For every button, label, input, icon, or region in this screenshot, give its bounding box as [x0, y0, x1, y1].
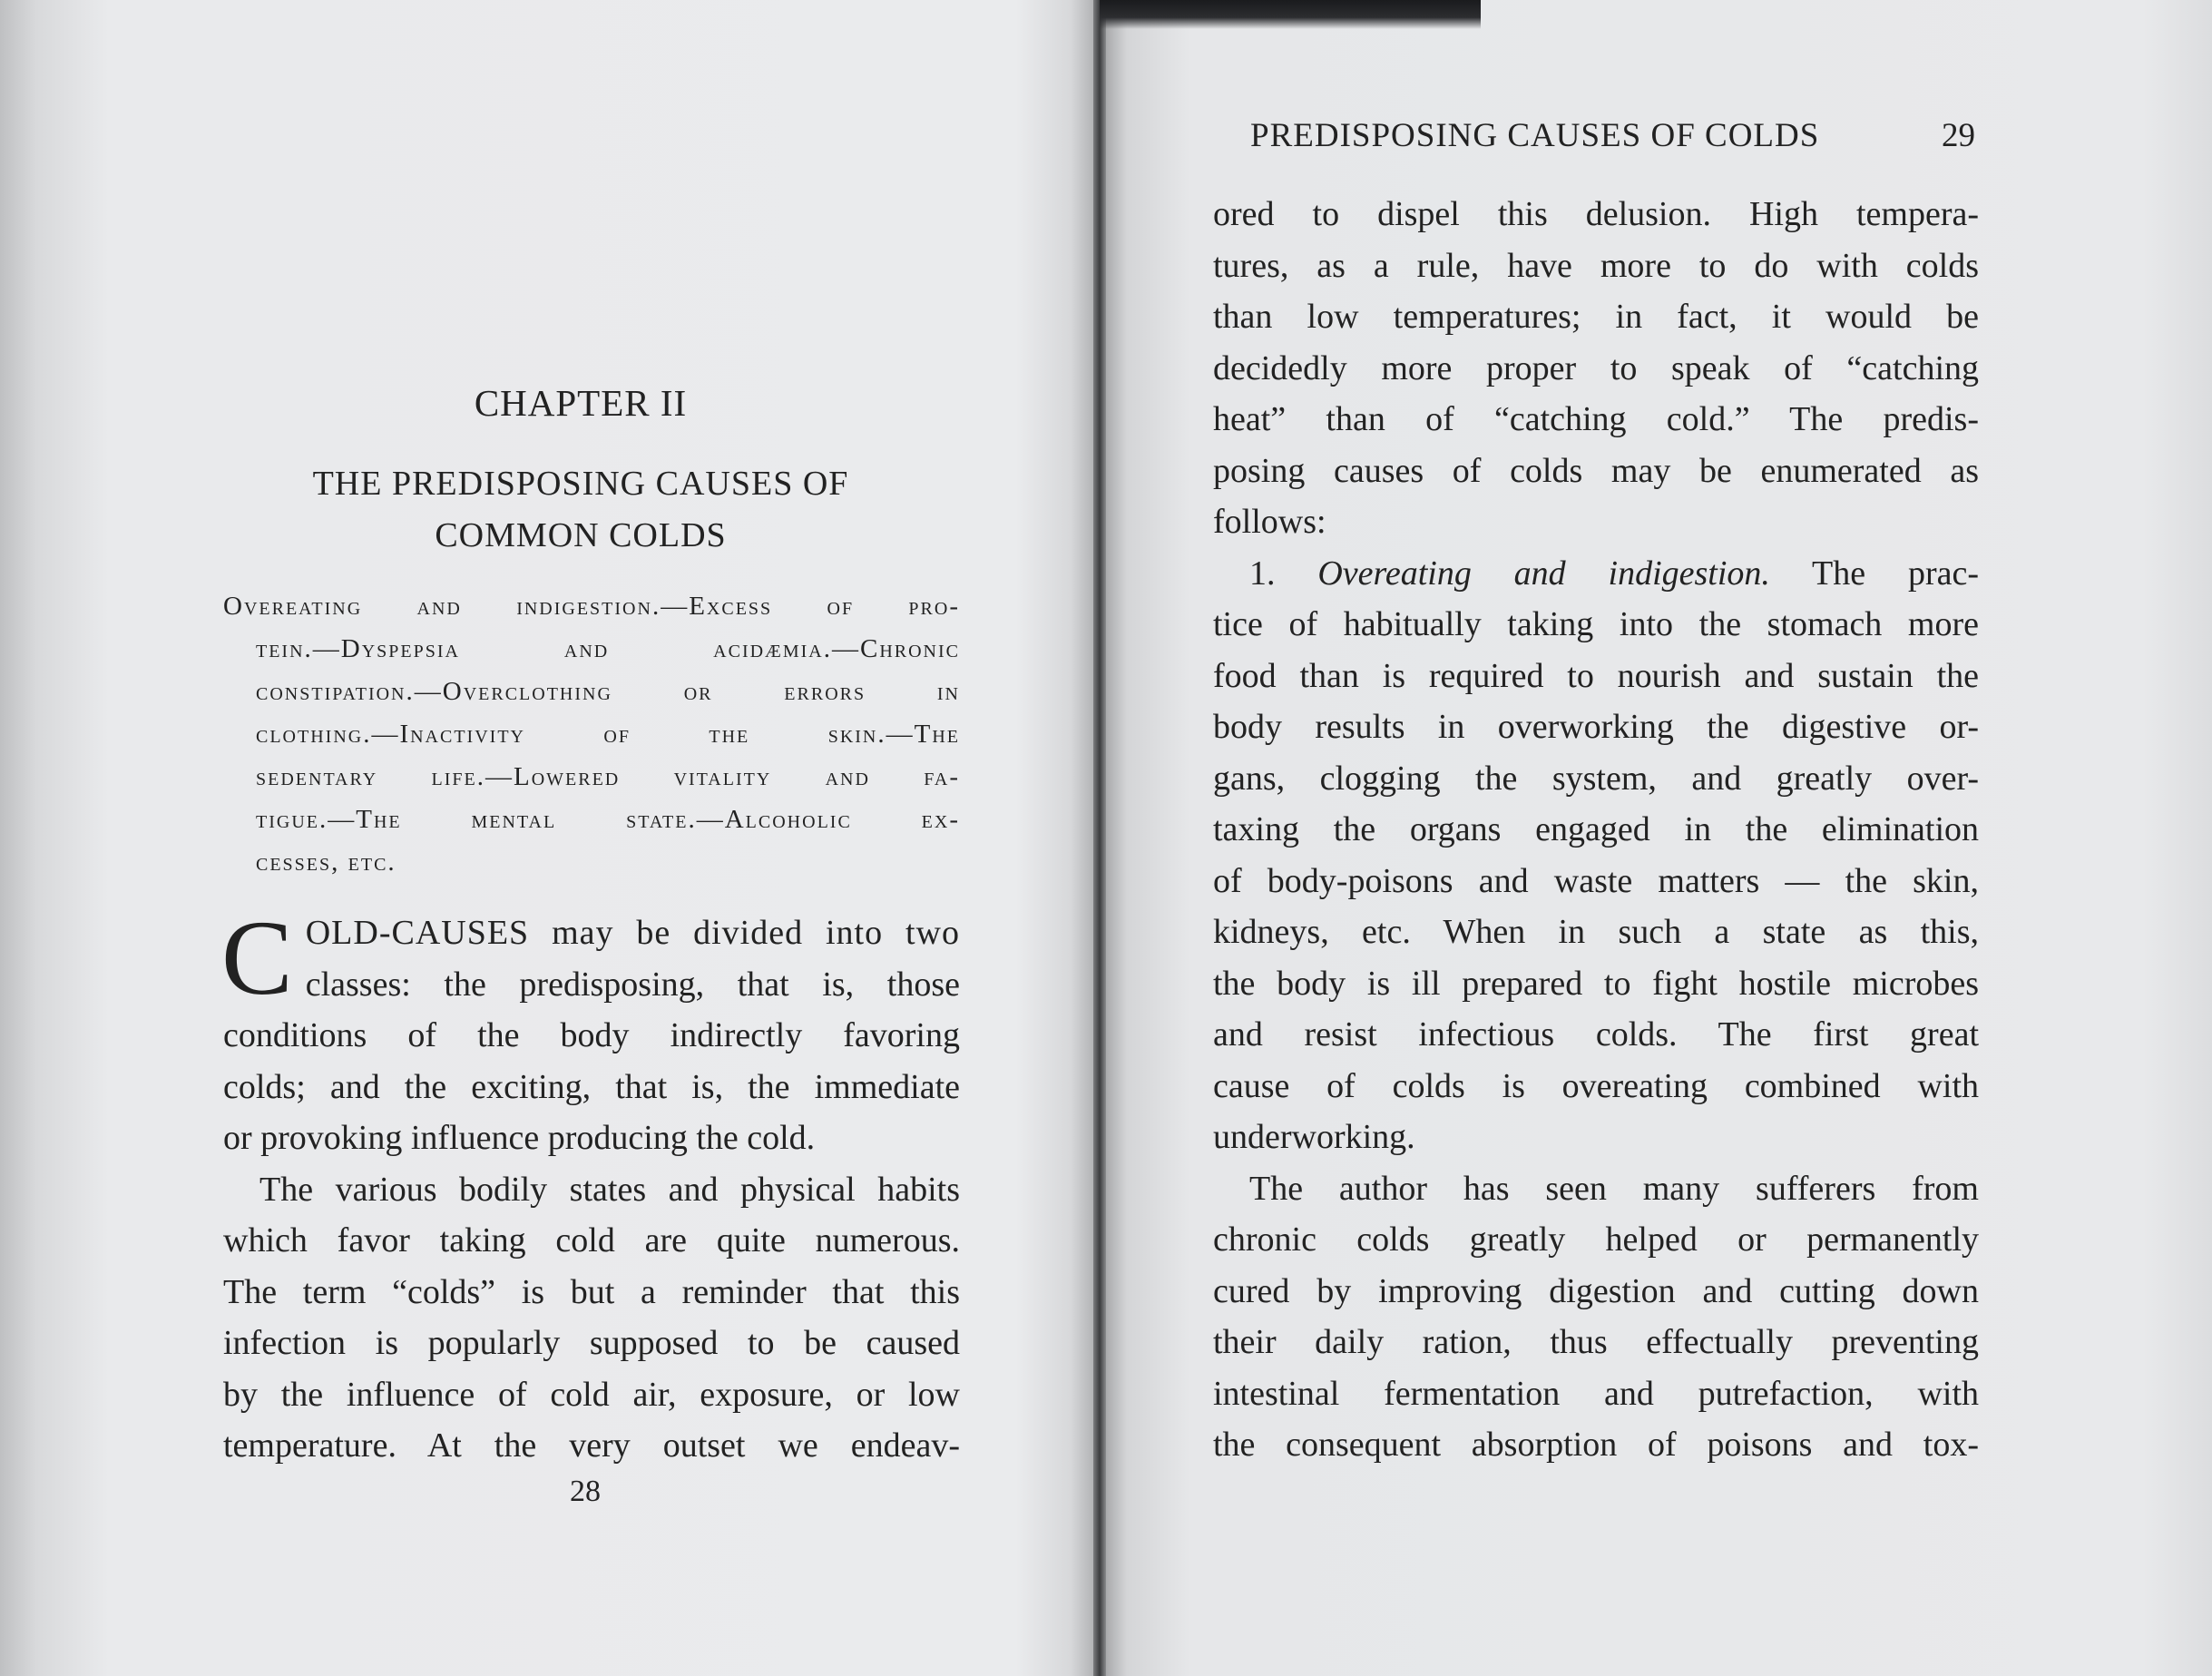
body-line: The various bodily states and physical habits: [259, 1170, 960, 1209]
chapter-summary: [223, 585, 960, 884]
body-line: underworking.: [1213, 1118, 1415, 1156]
body-line: and resist infectious colds. The first great: [1213, 1015, 1979, 1054]
chapter-heading: CHAPTER II: [474, 382, 688, 424]
body-line: temperature. At the very outset we endeav-: [223, 1426, 960, 1465]
item-number: 1.: [1249, 554, 1276, 593]
body-line: The author has seen many sufferers from: [1249, 1169, 1979, 1208]
item-title: Overeating and indigestion.: [1317, 554, 1770, 593]
summary-line: constipation.—Overclothing or errors in: [256, 677, 960, 706]
body-line: kidneys, etc. When in such a state as this,: [1213, 913, 1979, 951]
body-line: OLD-CAUSES may be divided into two: [305, 914, 960, 952]
book-gutter: [1093, 0, 1106, 1676]
running-header: PREDISPOSING CAUSES OF COLDS: [1250, 117, 1820, 154]
body-line: follows:: [1213, 503, 1326, 541]
body-line: chronic colds greatly helped or permanently: [1213, 1220, 1979, 1259]
body-line: than low temperatures; in fact, it would be: [1213, 298, 1979, 336]
body-line: cause of colds is overeating combined with: [1213, 1066, 1979, 1105]
right-page: [1100, 0, 2212, 1676]
body-line: the body is ill prepared to fight hostile microbes: [1213, 964, 1979, 1003]
left-body-text: [221, 898, 960, 1472]
body-line: The term “colds” is but a reminder that this: [223, 1272, 960, 1311]
summary-line: tein.—Dyspepsia and acidæmia.—Chronic: [256, 634, 960, 663]
body-line: of body-poisons and waste matters — the skin,: [1213, 861, 1979, 900]
item-first-line-rest: The prac-: [1812, 554, 1979, 593]
body-line: cured by improving digestion and cutting down: [1213, 1271, 1979, 1310]
body-line: tice of habitually taking into the stomach more: [1213, 605, 1979, 643]
drop-cap: C: [221, 898, 293, 1017]
body-line: ored to dispel this delusion. High tempera-: [1213, 195, 1979, 233]
summary-line: tigue.—The mental state.—Alcoholic ex-: [256, 805, 960, 834]
body-line: body results in overworking the digestive or-: [1213, 708, 1979, 746]
scan-edge-shadow: [1100, 0, 1481, 29]
body-line: their daily ration, thus effectually preventing: [1213, 1323, 1979, 1361]
body-line: the consequent absorption of poisons and tox-: [1213, 1426, 1979, 1464]
page-number-right: 29: [1942, 117, 1975, 154]
body-line: gans, clogging the system, and greatly over-: [1213, 759, 1979, 798]
item-first-line: [1213, 548, 1979, 600]
body-line: intestinal fermentation and putrefaction, with: [1213, 1374, 1979, 1413]
body-line: food than is required to nourish and sustain the: [1213, 656, 1979, 695]
summary-line: cesses, etc.: [256, 848, 396, 877]
summary-line: sedentary life.—Lowered vitality and fa-: [256, 762, 960, 791]
body-line: infection is popularly supposed to be caused: [223, 1324, 960, 1362]
body-line: or provoking influence producing the cold.: [223, 1119, 816, 1157]
body-line: by the influence of cold air, exposure, or low: [223, 1375, 960, 1414]
chapter-title: [227, 458, 935, 562]
body-line: colds; and the exciting, that is, the immediate: [223, 1067, 960, 1106]
body-line: posing causes of colds may be enumerated as: [1213, 451, 1979, 490]
summary-line: clothing.—Inactivity of the skin.—The: [256, 720, 960, 749]
page-number-left: 28: [570, 1475, 601, 1508]
right-body-text: [1213, 189, 1979, 1471]
body-line: heat” than of “catching cold.” The predis-: [1213, 400, 1979, 438]
chapter-title-line-2: COMMON COLDS: [435, 516, 727, 554]
body-line: classes: the predisposing, that is, those: [305, 965, 960, 1004]
body-line: conditions of the body indirectly favoring: [223, 1016, 960, 1054]
summary-line: Overeating and indigestion.—Excess of pro-: [223, 592, 960, 621]
body-line: tures, as a rule, have more to do with colds: [1213, 246, 1979, 285]
body-line: taxing the organs engaged in the elimination: [1213, 810, 1979, 848]
left-page: [0, 0, 1100, 1676]
body-line: which favor taking cold are quite numerous.: [223, 1221, 960, 1259]
body-line: decidedly more proper to speak of “catching: [1213, 348, 1979, 387]
chapter-title-line-1: THE PREDISPOSING CAUSES OF: [312, 465, 849, 503]
